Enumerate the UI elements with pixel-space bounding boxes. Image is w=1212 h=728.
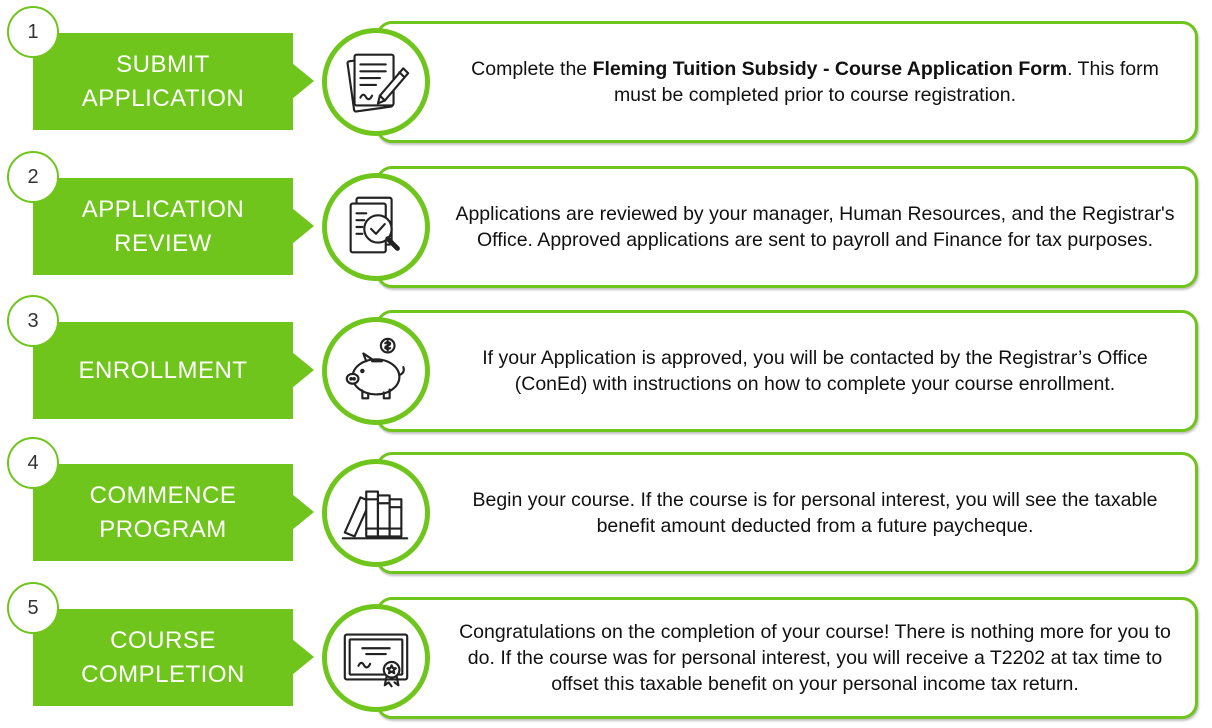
books-icon [322, 459, 430, 567]
step-number: 5 [7, 582, 59, 634]
piggy-bank-icon [322, 317, 430, 425]
step-arrow [292, 208, 314, 244]
certificate-icon [322, 604, 430, 712]
step-number: 4 [7, 437, 59, 489]
step-number: 3 [7, 295, 59, 347]
step-description-box [376, 597, 1198, 719]
step-5 [0, 582, 1212, 712]
step-3 [0, 295, 1212, 425]
form-signing-icon [322, 28, 430, 136]
step-label-box [33, 178, 293, 275]
step-label: COMMENCE PROGRAM [89, 481, 237, 543]
step-number: 2 [7, 151, 59, 203]
form-name: Fleming Tuition Subsidy - Course Application Form [592, 58, 1068, 80]
document-review-icon [322, 173, 430, 281]
step-description-box [376, 310, 1198, 432]
step-description-box [376, 166, 1198, 288]
step-arrow [292, 352, 314, 388]
step-label-box [33, 33, 293, 130]
step-description-box [376, 21, 1198, 143]
step-label-box [33, 609, 293, 706]
step-label: ENROLLMENT [78, 356, 248, 384]
step-label-box [33, 322, 293, 419]
step-description: If your Application is approved, you will be contacted by the Registrar’s Office (ConEd) with instructions on how to complete your course enrollment. [482, 347, 1148, 395]
step-description: Congratulations on the completion of your course! There is nothing more for you to do. If the course was for personal interest, you will receive a T2202 at tax time to offset this taxable benefit on your personal income tax return. [459, 621, 1171, 695]
step-arrow [292, 494, 314, 530]
step-description: Complete the Fleming Tuition Subsidy - Course Application Form. This form must be completed prior to course registration. [471, 58, 1159, 106]
step-description: Begin your course. If the course is for personal interest, you will see the taxable benefit amount deducted from a future paycheque. [472, 489, 1158, 537]
step-4 [0, 437, 1212, 567]
step-number: 1 [7, 6, 59, 58]
step-label-box [33, 464, 293, 561]
step-2 [0, 151, 1212, 281]
step-label: SUBMIT APPLICATION [81, 50, 245, 112]
step-label: APPLICATION REVIEW [81, 195, 245, 257]
step-description: Applications are reviewed by your manager, Human Resources, and the Registrar's Office. Approved applications are sent to payroll and Finance for tax purposes. [455, 203, 1175, 251]
step-label: COURSE COMPLETION [81, 626, 245, 688]
step-1 [0, 6, 1212, 136]
step-description-box [376, 452, 1198, 574]
step-arrow [292, 639, 314, 675]
step-arrow [292, 63, 314, 99]
